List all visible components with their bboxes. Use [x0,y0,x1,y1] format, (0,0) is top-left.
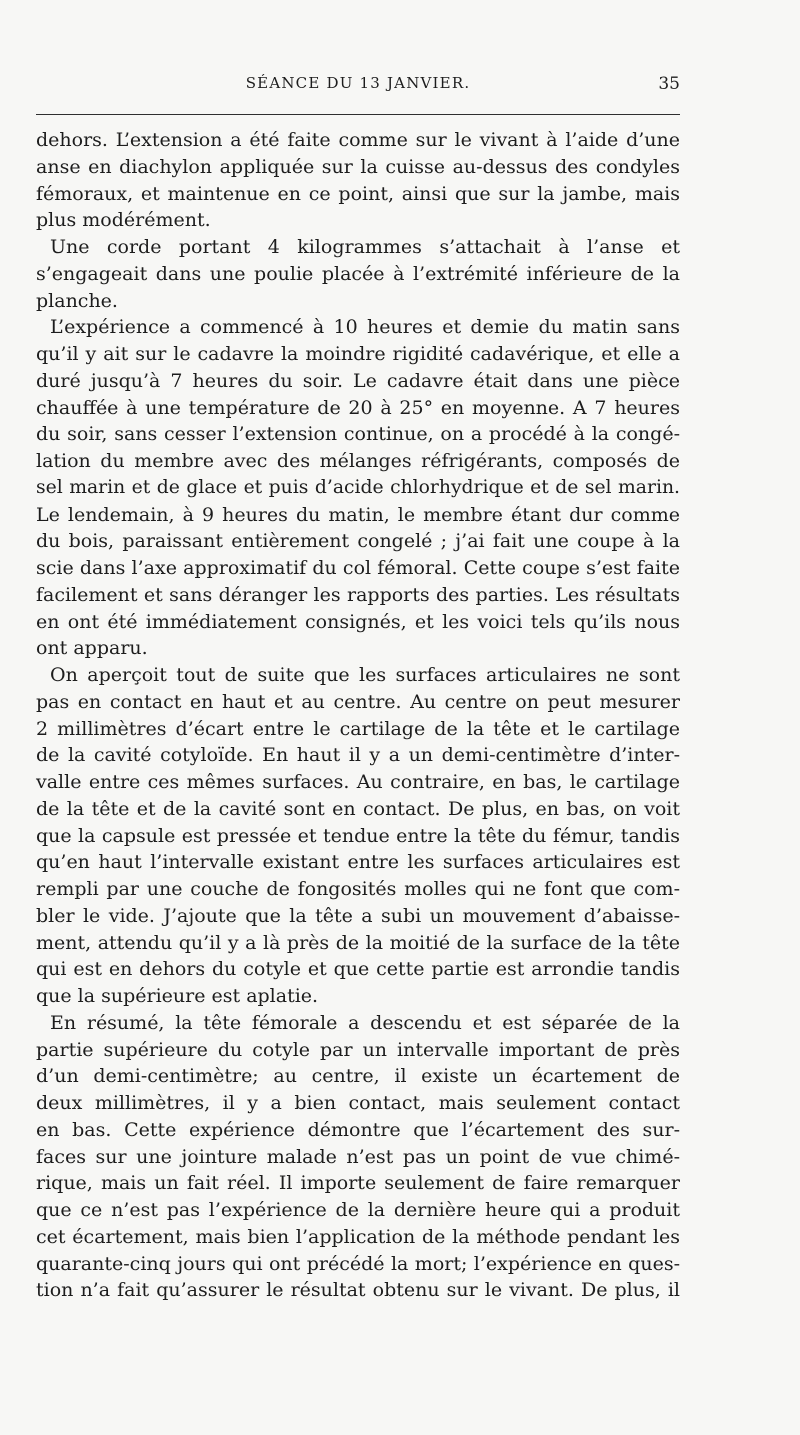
text-line: lation du membre avec des mélanges réfrigérants, composés de [36,450,680,472]
text-line: L’expérience a commencé à 10 heures et demie du matin sans [50,316,680,339]
text-line: scie dans l’axe approximatif du col fémoral. Cette coupe s’est faite [36,557,680,579]
text-line: Le lendemain, à 9 heures du matin, le membre étant dur comme [36,503,680,526]
text-line: du bois, paraissant entièrement congelé ; j’ai fait une coupe à la [36,530,680,553]
text-line: planche. [36,289,118,312]
text-line: duré jusqu’à 7 heures du soir. Le cadavre était dans une pièce [36,369,680,392]
text-line: valle entre ces mêmes surfaces. Au contraire, en bas, le cartilage [36,771,680,793]
body-text [36,127,680,1304]
header-rule [36,114,680,115]
text-line: facilement et sans déranger les rapports des parties. Les résultats [36,583,680,606]
text-line: ment, attendu qu’il y a là près de la moitié de la surface de la tête [36,931,680,954]
text-line: du soir, sans cesser l’extension continue, on a procédé à la congé- [36,423,680,446]
text-line: faces sur une jointure malade n’est pas un point de vue chimé- [36,1145,680,1168]
text-line: s’engageait dans une poulie placée à l’extrémité inférieure de la [36,262,680,285]
text-line: de la tête et de la cavité sont en contact. De plus, en bas, on voit [36,797,680,820]
text-line: cet écartement, mais bien l’application de la méthode pendant les [36,1225,680,1248]
text-line: de la cavité cotyloïde. En haut il y a un demi-centimètre d’inter- [36,744,680,767]
text-line: quarante-cinq jours qui ont précédé la mort; l’expérience en ques- [36,1252,680,1275]
text-line: dehors. L’extension a été faite comme sur le vivant à l’aide d’une [36,129,680,151]
page-number: 35 [658,74,680,94]
text-line: qu’il y ait sur le cadavre la moindre rigidité cadavérique, et elle a [36,343,680,365]
text-line: en bas. Cette expérience démontre que l’écartement des sur- [36,1118,680,1141]
text-line: que ce n’est pas l’expérience de la dernière heure qui a produit [36,1199,680,1221]
text-line: 2 millimètres d’écart entre le cartilage de la tête et le cartilage [36,717,680,740]
text-line: En résumé, la tête fémorale a descendu et est séparée de la [50,1011,680,1034]
text-line: bler le vide. J’ajoute que la tête a subi un mouvement d’abaisse- [36,904,680,927]
text-line: anse en diachylon appliquée sur la cuisse au-dessus des condyles [36,155,680,178]
text-line: d’un demi-centimètre; au centre, il existe un écartement de [36,1065,680,1088]
text-line: que la supérieure est aplatie. [36,985,319,1007]
text-line: tion n’a fait qu’assurer le résultat obtenu sur le vivant. De plus, il [36,1279,680,1302]
text-line: en ont été immédiatement consignés, et les voici tels qu’ils nous [36,610,680,633]
text-line: plus modérément. [36,209,211,232]
text-line: fémoraux, et maintenue en ce point, ainsi que sur la jambe, mais [36,182,680,205]
page-header [36,74,680,98]
text-line: pas en contact en haut et au centre. Au centre on peut mesurer [36,690,680,713]
text-line: que la capsule est pressée et tendue entre la tête du fémur, tandis [36,824,680,847]
text-line: qui est en dehors du cotyle et que cette partie est arrondie tandis [36,958,680,981]
text-line: chauffée à une température de 20 à 25° en moyenne. A 7 heures [36,396,680,419]
text-line: On aperçoit tout de suite que les surfaces articulaires ne sont [50,664,680,686]
text-line: qu’en haut l’intervalle existant entre les surfaces articulaires est [36,851,680,874]
text-line: ont apparu. [36,637,148,660]
text-line: sel marin et de glace et puis d’acide chlorhydrique et de sel marin. [36,476,680,498]
text-line: deux millimètres, il y a bien contact, mais seulement contact [36,1092,680,1114]
text-line: rique, mais un fait réel. Il importe seulement de faire remarquer [36,1172,680,1195]
running-title: SÉANCE DU 13 JANVIER. [245,74,471,92]
text-line: partie supérieure du cotyle par un intervalle important de près [36,1038,680,1061]
text-line: rempli par une couche de fongosités molles qui ne font que com- [36,878,680,900]
text-line: Une corde portant 4 kilogrammes s’attachait à l’anse et [50,236,680,258]
